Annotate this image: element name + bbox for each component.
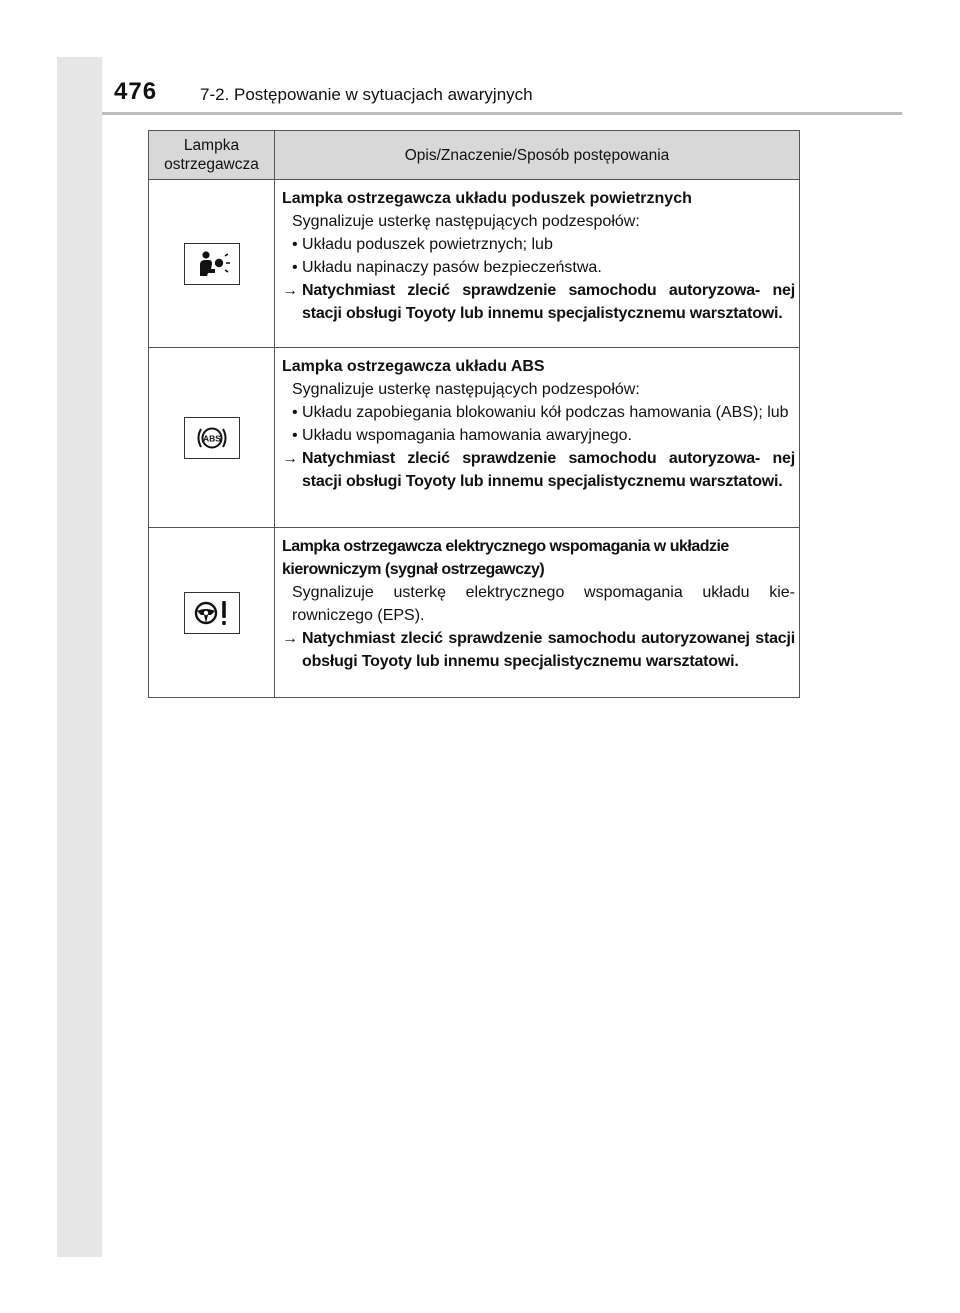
list-item: • Układu zapobiegania blokowaniu kół podczas hamowania (ABS); lub <box>292 404 789 421</box>
col-header-lamp: Lampka ostrzegawcza <box>149 131 275 180</box>
arrow-right-icon: → <box>282 630 298 647</box>
list-item: • Układu poduszek powietrznych; lub <box>292 236 553 253</box>
description-cell <box>275 528 800 698</box>
col-header-description: Opis/Znaczenie/Sposób postępowania <box>275 131 800 180</box>
arrow-right-icon: → <box>282 450 298 467</box>
lamp-cell <box>149 528 275 698</box>
page-number: 476 <box>114 78 158 105</box>
lamp-cell <box>149 348 275 528</box>
list-item: • Układu napinaczy pasów bezpieczeństwa. <box>292 259 602 276</box>
row-intro: Sygnalizuje usterkę następujących podzespołów: <box>292 213 640 230</box>
table-row <box>149 528 800 698</box>
row-action: → Natychmiast zlecić sprawdzenie samochodu autoryzowa- nej stacji obsługi Toyoty lub innemu specjalistycznemu warsztatowi. <box>282 447 795 493</box>
side-margin-strip <box>57 57 102 1257</box>
row-intro: Sygnalizuje usterkę elektrycznego wspomagania układu kie- rowniczego (EPS). <box>292 584 795 624</box>
row-title: Lampka ostrzegawcza układu ABS <box>282 358 545 375</box>
table-row <box>149 180 800 348</box>
header-divider <box>102 112 902 115</box>
page-header <box>102 72 902 112</box>
arrow-right-icon: → <box>282 282 298 299</box>
description-cell <box>275 348 800 528</box>
list-item: • Układu wspomagania hamowania awaryjnego. <box>292 427 633 444</box>
eps-warning-icon <box>184 592 240 634</box>
table-row <box>149 348 800 528</box>
row-intro: Sygnalizuje usterkę następujących podzespołów: <box>292 381 640 398</box>
section-title: 7-2. Postępowanie w sytuacjach awaryjnych <box>200 85 533 104</box>
warning-lights-table <box>148 130 800 698</box>
description-cell <box>275 180 800 348</box>
row-action: → Natychmiast zlecić sprawdzenie samochodu autoryzowa- nej stacji obsługi Toyoty lub innemu specjalistycznemu warsztatowi. <box>282 279 795 325</box>
abs-warning-icon <box>184 417 240 459</box>
row-title: Lampka ostrzegawcza układu poduszek powietrznych <box>282 190 692 207</box>
table-header-row <box>149 131 800 180</box>
row-action: → Natychmiast zlecić sprawdzenie samochodu autoryzowanej stacji obsługi Toyoty lub innemu specjalistycznemu warsztatowi. <box>282 627 795 673</box>
abs-icon-label: ABS <box>202 433 221 443</box>
lamp-cell <box>149 180 275 348</box>
airbag-warning-icon <box>184 243 240 285</box>
row-title: Lampka ostrzegawcza elektrycznego wspomagania w układzie kierowniczym (sygnał ostrzegawczy) <box>282 538 729 578</box>
